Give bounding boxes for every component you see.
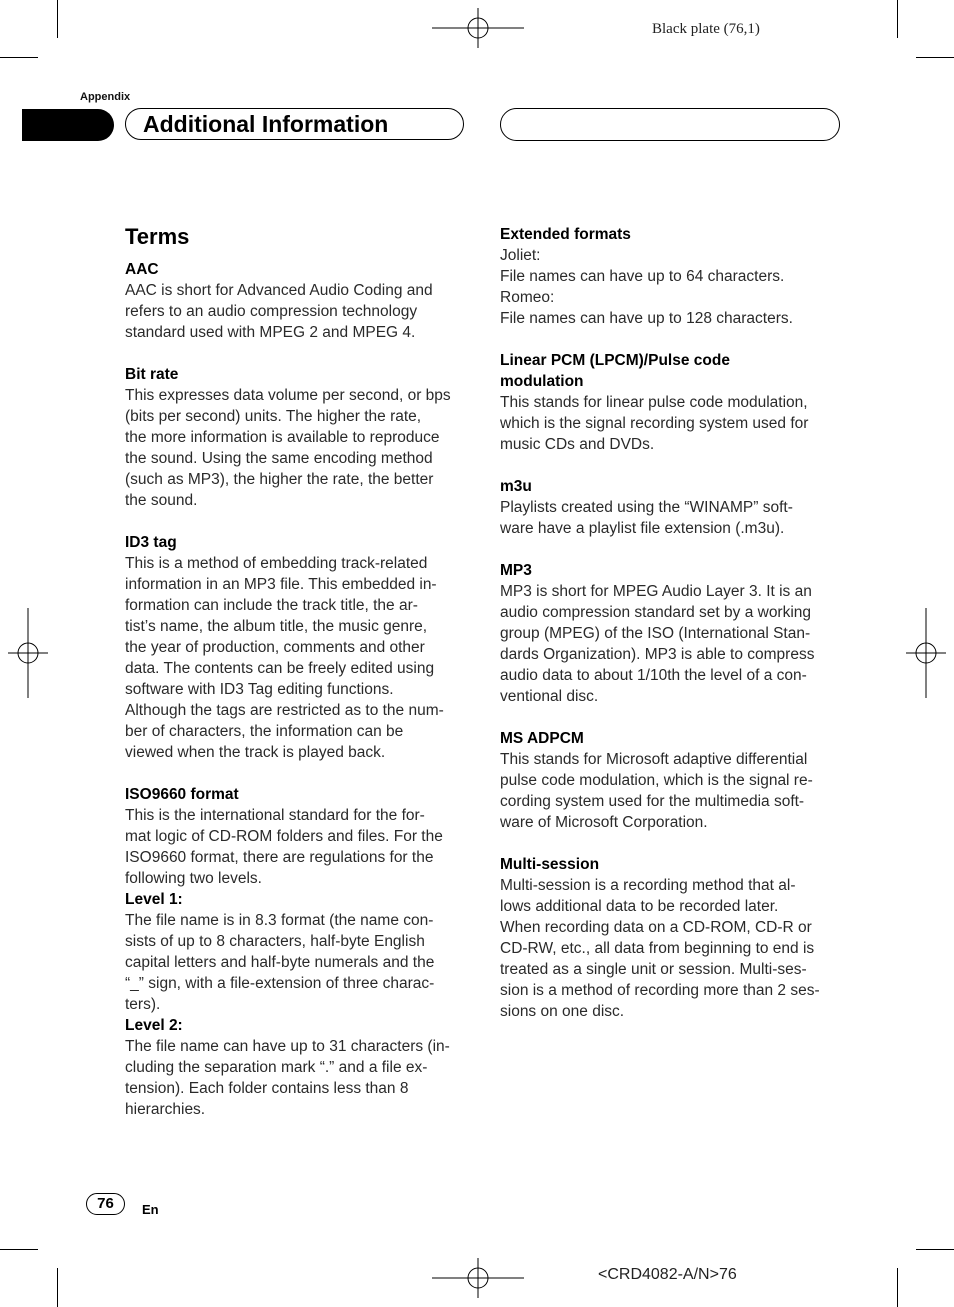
term-body: This is a method of embedding track-related information in an MP3 file. This embedded in- formation can include the track title, the ar- tist’s name, the album title, the music genre, the year of production, comments and other data. The contents can be freely edited using software with ID3 Tag editing functions. Although the tags are restricted as to the num- ber of characters, the information can be viewed when the track is played back. bbox=[125, 555, 444, 761]
level-1-body: The file name is in 8.3 format (the name con- sists of up to 8 characters, half-byte English capital letters and half-byte numerals and the “_” sign, with a file-extension of three charac- ters). bbox=[125, 912, 435, 1013]
crop-mark bbox=[0, 57, 38, 58]
right-column bbox=[500, 224, 845, 1043]
term-body: This expresses data volume per second, or bps (bits per second) units. The higher the rate, the more information is available to reproduce the sound. Using the same encoding method (such as MP3), the higher the rate, the better the sound. bbox=[125, 387, 451, 509]
term-body: This is the international standard for the for- mat logic of CD-ROM folders and files. For the ISO9660 format, there are regulations for the following two levels. bbox=[125, 807, 443, 887]
language-label: En bbox=[142, 1202, 159, 1217]
term-body: This stands for linear pulse code modulation, which is the signal recording system used for music CDs and DVDs. bbox=[500, 394, 809, 453]
section-tab bbox=[22, 109, 114, 141]
registration-mark-icon bbox=[8, 608, 48, 698]
term-mp3 bbox=[500, 560, 845, 707]
term-title: Multi-session bbox=[500, 856, 600, 873]
level-1-title: Level 1: bbox=[125, 891, 183, 908]
term-extended-formats bbox=[500, 224, 845, 329]
term-ms-adpcm bbox=[500, 728, 845, 833]
term-title: ISO9660 format bbox=[125, 786, 239, 803]
term-m3u bbox=[500, 476, 845, 539]
crop-mark bbox=[57, 0, 58, 38]
term-body: Multi-session is a recording method that al- lows additional data to be recorded later. When recording data on a CD-ROM, CD-R or CD-RW, etc., all data from beginning to end is treated as a single unit or session. Multi-ses- sion is a method of recording more than 2 ses- sions on one disc. bbox=[500, 877, 820, 1020]
page-title: Terms bbox=[125, 224, 190, 249]
term-body: MP3 is short for MPEG Audio Layer 3. It is an audio compression standard set by a working group (MPEG) of the ISO (International Stan- dards Organization). MP3 is able to compress audio data to about 1/10th the level of a con- ventional disc. bbox=[500, 583, 815, 705]
term-title: MP3 bbox=[500, 562, 532, 579]
term-aac bbox=[125, 259, 470, 343]
crop-mark bbox=[897, 1268, 898, 1307]
term-id3 bbox=[125, 532, 470, 763]
term-lpcm bbox=[500, 350, 845, 455]
plate-label: Black plate (76,1) bbox=[652, 21, 760, 37]
term-title: Extended formats bbox=[500, 226, 631, 243]
term-body: Playlists created using the “WINAMP” soft- ware have a playlist file extension (.m3u). bbox=[500, 499, 793, 537]
term-title: AAC bbox=[125, 261, 159, 278]
section-pill-empty bbox=[500, 108, 840, 141]
term-body: This stands for Microsoft adaptive differential pulse code modulation, which is the signal re- cording system used for the multimedia soft- ware of Microsoft Corporation. bbox=[500, 751, 813, 831]
term-multi-session bbox=[500, 854, 845, 1022]
crop-mark bbox=[897, 0, 898, 38]
appendix-label: Appendix bbox=[80, 91, 131, 103]
left-column bbox=[125, 223, 470, 1141]
section-title: Additional Information bbox=[125, 108, 464, 140]
term-bitrate bbox=[125, 364, 470, 511]
term-title: MS ADPCM bbox=[500, 730, 584, 747]
document-code: <CRD4082-A/N>76 bbox=[598, 1266, 737, 1283]
term-title: m3u bbox=[500, 478, 532, 495]
level-2-title: Level 2: bbox=[125, 1017, 183, 1034]
term-iso9660 bbox=[125, 784, 470, 1120]
level-2-body: The file name can have up to 31 characters (in- cluding the separation mark “.” and a file ex- tension). Each folder contains less than 8 hierarchies. bbox=[125, 1038, 450, 1118]
page-number: 76 bbox=[86, 1193, 125, 1215]
term-body: Joliet: File names can have up to 64 characters. Romeo: File names can have up to 128 characters. bbox=[500, 247, 793, 327]
registration-mark-icon bbox=[432, 1258, 524, 1298]
crop-mark bbox=[916, 57, 954, 58]
crop-mark bbox=[0, 1249, 38, 1250]
term-title: ID3 tag bbox=[125, 534, 177, 551]
registration-mark-icon bbox=[906, 608, 946, 698]
registration-mark-icon bbox=[432, 8, 524, 48]
term-title: Bit rate bbox=[125, 366, 179, 383]
crop-mark bbox=[916, 1249, 954, 1250]
crop-mark bbox=[57, 1268, 58, 1307]
term-title: Linear PCM (LPCM)/Pulse code modulation bbox=[500, 352, 730, 390]
term-body: AAC is short for Advanced Audio Coding and refers to an audio compression technology standard used with MPEG 2 and MPEG 4. bbox=[125, 282, 433, 341]
